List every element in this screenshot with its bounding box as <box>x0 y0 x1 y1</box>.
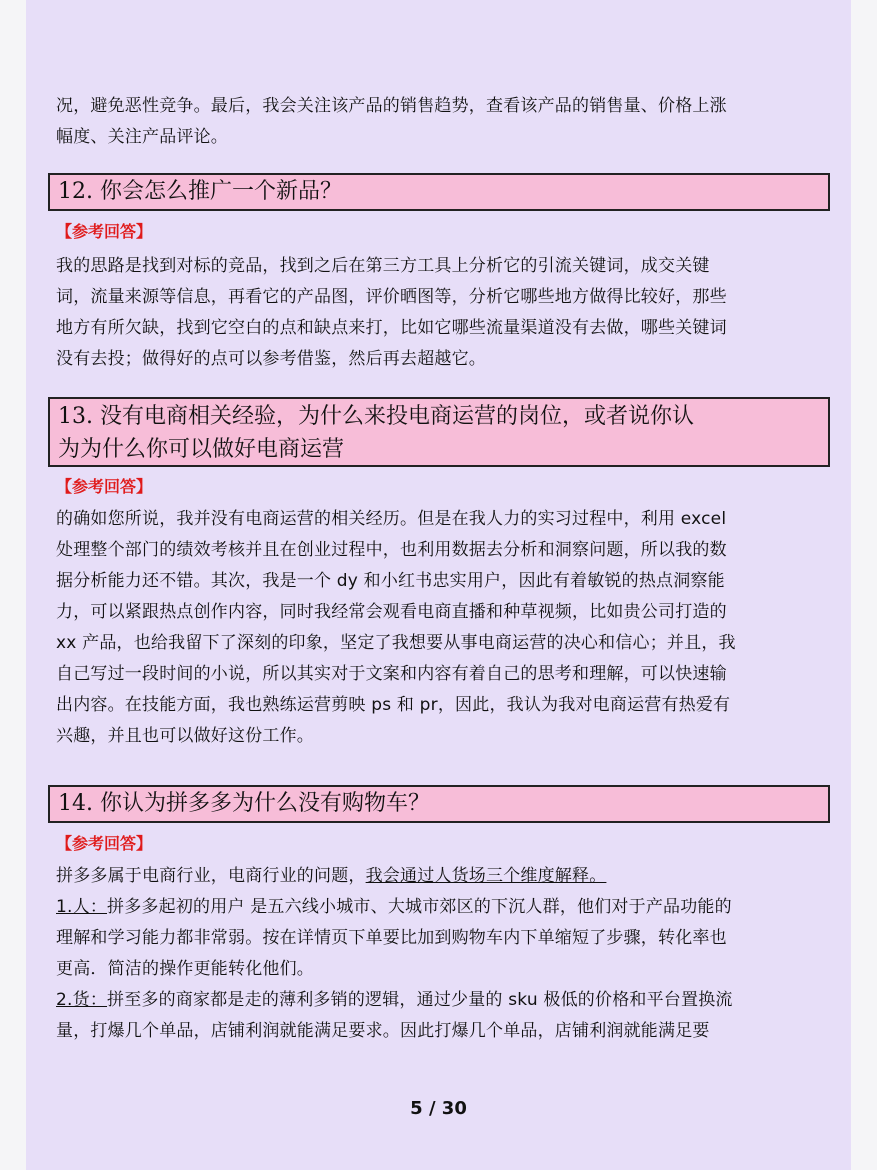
text-line: 力，可以紧跟热点创作内容，同时我经常会观看电商直播和种草视频，比如贵公司打造的 <box>56 602 727 622</box>
question-13-heading <box>48 397 830 467</box>
text-line: 理解和学习能力都非常弱。按在详情页下单要比加到购物车内下单缩短了步骤，转化率也 <box>56 928 727 948</box>
text-line: 量，打爆几个单品，店铺利润就能满足要求。因此打爆几个单品，店铺利润就能满足要 <box>56 1021 710 1041</box>
underlined-text: 我会通过人货场三个维度解释。 <box>365 866 607 886</box>
document-page <box>26 0 851 1170</box>
question-14-answer <box>56 861 821 1047</box>
text-segment: 拼多多属于电商行业，电商行业的问题， <box>56 866 366 886</box>
intro-paragraph <box>56 91 821 153</box>
question-13-title-line: 13. 没有电商相关经验，为什么来投电商运营的岗位，或者说你认 <box>58 404 694 429</box>
question-12-answer <box>56 251 821 375</box>
text-line: 出内容。在技能方面，我也熟练运营剪映 ps 和 pr，因此，我认为我对电商运营有热爱有 <box>56 695 731 715</box>
question-13-answer <box>56 504 821 752</box>
point-marker: 2.货： <box>56 990 108 1010</box>
text-line <box>56 985 821 1016</box>
question-12-title: 12. 你会怎么推广一个新品？ <box>58 179 342 204</box>
answer-label: 【参考回答】 <box>56 477 153 496</box>
text-line: 处理整个部门的绩效考核并且在创业过程中，也利用数据去分析和洞察问题，所以我的数 <box>56 540 727 560</box>
question-14-title: 14. 你认为拼多多为什么没有购物车？ <box>58 791 430 816</box>
answer-label: 【参考回答】 <box>56 834 153 853</box>
text-line: 的确如您所说，我并没有电商运营的相关经历。但是在我人力的实习过程中，利用 excel <box>56 509 727 529</box>
text-line: 更高．简洁的操作更能转化他们。 <box>56 959 314 979</box>
text-line: 地方有所欠缺，找到它空白的点和缺点来打，比如它哪些流量渠道没有去做，哪些关键词 <box>56 318 727 338</box>
question-12-heading <box>48 173 830 211</box>
text-line: 我的思路是找到对标的竞品，找到之后在第三方工具上分析它的引流关键词，成交关键 <box>56 256 710 276</box>
text-line: 没有去投；做得好的点可以参考借鉴，然后再去超越它。 <box>56 349 486 369</box>
question-14-heading <box>48 785 830 823</box>
text-line: xx 产品，也给我留下了深刻的印象，坚定了我想要从事电商运营的决心和信心；并且，我 <box>56 633 736 653</box>
text-segment: 拼至多的商家都是走的薄利多销的逻辑，通过少量的 sku 极低的价格和平台置换流 <box>107 990 733 1010</box>
text-line: 况，避免恶性竞争。最后，我会关注该产品的销售趋势，查看该产品的销售量、价格上涨 <box>56 96 727 116</box>
answer-label: 【参考回答】 <box>56 222 153 241</box>
text-line: 兴趣，并且也可以做好这份工作。 <box>56 726 314 746</box>
text-line: 自己写过一段时间的小说，所以其实对于文案和内容有着自己的思考和理解，可以快速输 <box>56 664 727 684</box>
point-marker: 1.人： <box>56 897 108 917</box>
text-line: 幅度、关注产品评论。 <box>56 127 228 147</box>
question-13-title-line: 为为什么你可以做好电商运营 <box>58 437 345 462</box>
page-indicator: 5 / 30 <box>410 1098 467 1119</box>
text-line: 词，流量来源等信息，再看它的产品图，评价晒图等，分析它哪些地方做得比较好，那些 <box>56 287 727 307</box>
text-segment: 拼多多起初的用户 是五六线小城市、大城市郊区的下沉人群，他们对于产品功能的 <box>107 897 732 917</box>
text-line: 据分析能力还不错。其次，我是一个 dy 和小红书忠实用户，因此有着敏锐的热点洞察能 <box>56 571 725 591</box>
text-line <box>56 892 821 923</box>
text-line <box>56 861 821 892</box>
